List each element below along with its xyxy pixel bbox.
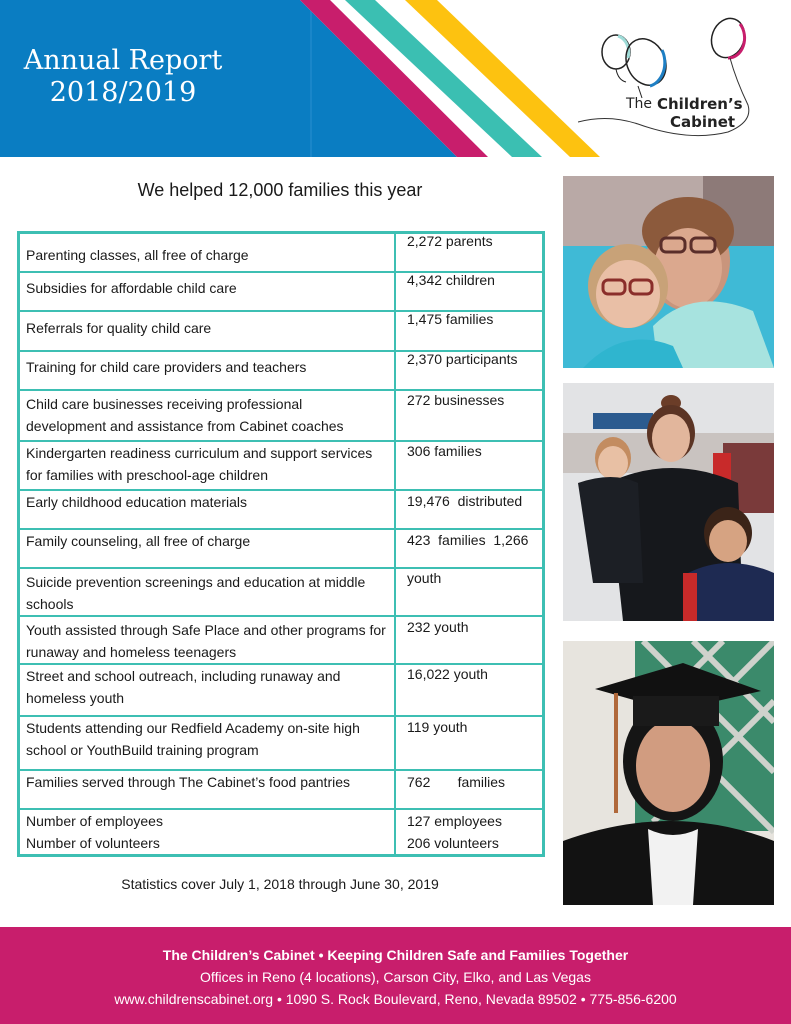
row-value: youth: [407, 570, 442, 586]
table-row: [20, 310, 542, 350]
row-value: 1,475 families: [407, 311, 494, 327]
row-value: 19,476 distributed: [407, 493, 523, 509]
row-value: 762 families: [407, 774, 506, 790]
row-value: 2,370 participants: [407, 351, 518, 367]
row-value: 232 youth: [407, 619, 469, 635]
footer-offices: Offices in Reno (4 locations), Carson City, Elko, and Las Vegas: [200, 969, 591, 985]
report-title-line1: Annual Report: [23, 45, 223, 76]
row-value: 127 employees 206 volunteers: [407, 813, 502, 851]
report-title-line2: 2018/2019: [49, 77, 197, 108]
row-label: Youth assisted through Safe Place and other programs for runaway and homeless teenagers: [26, 622, 386, 660]
table-row: [20, 615, 542, 663]
table-row: [20, 769, 542, 808]
row-value: 423 families 1,266: [407, 532, 529, 548]
footer: [0, 927, 791, 1024]
photo-mother-and-children: [563, 383, 774, 621]
table-row: [20, 350, 542, 389]
row-value: 2,272 parents: [407, 233, 493, 249]
stats-table: [17, 231, 545, 857]
table-row: [20, 528, 542, 567]
table-row: [20, 808, 542, 854]
row-value: 119 youth: [407, 719, 468, 735]
row-value: 4,342 children: [407, 272, 495, 288]
table-row: [20, 567, 542, 615]
report-header: [0, 0, 791, 157]
logo-text-line2: Cabinet: [670, 113, 736, 131]
logo-text-the: The: [626, 96, 653, 112]
row-label: Families served through The Cabinet’s food pantries: [26, 774, 350, 790]
table-row: [20, 234, 542, 271]
photo-two-girls: [563, 176, 774, 368]
row-value: 16,022 youth: [407, 666, 488, 682]
row-label: Number of employees Number of volunteers: [26, 813, 163, 851]
row-label: Students attending our Redfield Academy on-site high school or YouthBuild training program: [26, 720, 360, 758]
table-row: [20, 271, 542, 310]
row-value: 272 businesses: [407, 392, 505, 408]
row-label: Street and school outreach, including runaway and homeless youth: [26, 668, 341, 706]
table-row: [20, 389, 542, 440]
report-title: [0, 45, 246, 109]
row-label: Parenting classes, all free of charge: [26, 247, 249, 263]
row-label: Subsidies for affordable child care: [26, 280, 237, 296]
row-label: Family counseling, all free of charge: [26, 533, 251, 549]
logo-text-line1: Children’s: [657, 95, 743, 113]
childrens-cabinet-logo: [578, 10, 778, 145]
table-row: [20, 663, 542, 715]
photo-graduate: [563, 641, 774, 905]
row-label: Kindergarten readiness curriculum and support services for families with preschool-age children: [26, 445, 373, 483]
headline: We helped 12,000 families this year: [137, 180, 423, 200]
row-label: Training for child care providers and teachers: [26, 359, 307, 375]
table-row: [20, 715, 542, 769]
row-label: Child care businesses receiving professional development and assistance from Cabinet coaches: [26, 396, 344, 434]
row-value: 306 families: [407, 443, 482, 459]
table-row: [20, 489, 542, 528]
statistics-footnote: Statistics cover July 1, 2018 through June 30, 2019: [121, 876, 439, 892]
footer-tagline: The Children’s Cabinet • Keeping Children Safe and Families Together: [162, 947, 629, 963]
row-label: Suicide prevention screenings and education at middle schools: [26, 574, 366, 612]
row-label: Referrals for quality child care: [26, 320, 212, 336]
table-row: [20, 440, 542, 489]
row-label: Early childhood education materials: [26, 494, 248, 510]
footer-contact: www.childrenscabinet.org • 1090 S. Rock Boulevard, Reno, Nevada 89502 • 775-856-6200: [114, 991, 677, 1007]
